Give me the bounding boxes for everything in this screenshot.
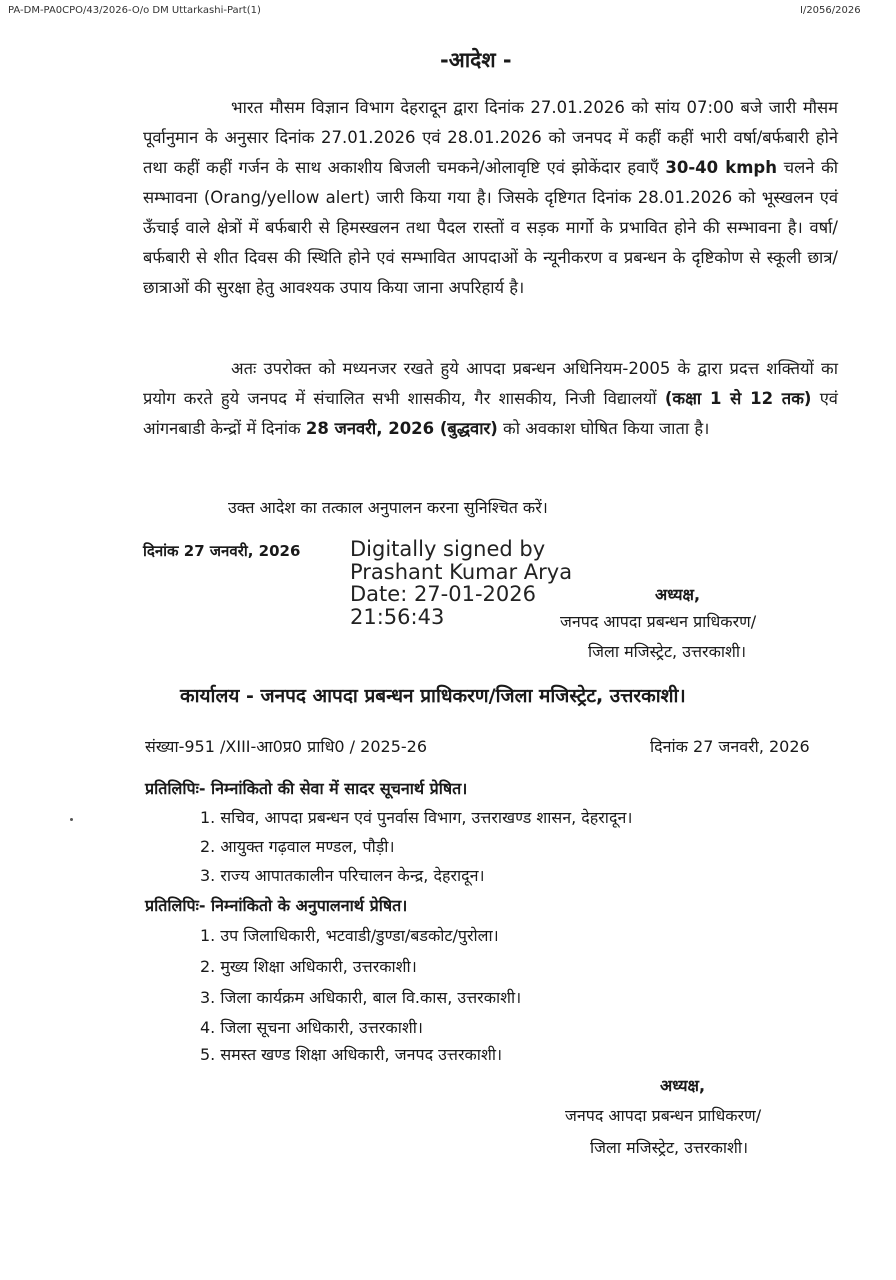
final-authority: जनपद आपदा प्रबन्धन प्राधिकरण/ [565, 1106, 762, 1125]
sig-line-4: 21:56:43 [350, 604, 445, 629]
compliance-line: उक्त आदेश का तत्काल अनुपालन करना सुनिश्चित करें। [228, 498, 548, 517]
serial-number: I/2056/2026 [800, 5, 861, 16]
copies-heading-2: प्रतिलिपिः- निम्नांकितो के अनुपालनार्थ प्रेषित। [145, 896, 408, 915]
list-item: 1. सचिव, आपदा प्रबन्धन एवं पुनर्वास विभाग, उत्तराखण्ड शासन, देहरादून। [200, 808, 633, 827]
sig-line-2: Prashant Kumar Arya [350, 559, 573, 584]
letter-number: संख्या-951 /XIII-आ0प्र0 प्राधि0 / 2025-26 [145, 737, 428, 756]
list-item: 2. आयुक्त गढ़वाल मण्डल, पौड़ी। [200, 837, 395, 856]
para2-start: अतः उपरोक्त को मध्यनजर रखते हुये आपदा प्रबन्धन अधिनियम-2005 के द्वारा प्रदत्त शक्तियों का प्रयोग करते हुये जनपद में संचालित सभी शासकीय, गैर शासकीय, निजी विद्यालयों [143, 359, 838, 408]
para2-end: को अवकाश घोषित किया जाता है। [503, 419, 710, 438]
class-range: (कक्षा 1 से 12 तक) [664, 389, 812, 408]
list-item: 2. मुख्य शिक्षा अधिकारी, उत्तरकाशी। [200, 957, 417, 976]
list-item: 4. जिला सूचना अधिकारी, उत्तरकाशी। [200, 1018, 423, 1037]
list-item: 1. उप जिलाधिकारी, भटवाडी/डुण्डा/बडकोट/पुरोला। [200, 926, 499, 945]
reference-number: PA-DM-PA0CPO/43/2026-O/o DM Uttarkashi-Part(1) [8, 5, 261, 16]
sig-magistrate: जिला मजिस्ट्रेट, उत्तरकाशी। [588, 642, 747, 661]
para1-text: भारत मौसम विज्ञान विभाग देहरादून द्वारा दिनांक 27.01.2026 को सांय 07:00 बजे जारी मौसम पूर्वानुमान के अनुसार दिनांक 27.01.2026 एवं 28.01.2026 को जनपद में कहीं कहीं भारी वर्षा/बर्फबारी होने तथा कहीं कहीं गर्जन के साथ अकाशीय बिजली चमकने/ओलावृष्टि एवं झोकेंदार हवाएँ [143, 98, 838, 177]
order-date: दिनांक 27 जनवरी, 2026 [143, 542, 301, 560]
list-item: 3. राज्य आपातकालीन परिचालन केन्द्र, देहरादून। [200, 866, 485, 885]
sig-line-3: Date: 27-01-2026 [350, 582, 536, 606]
digital-signature [350, 538, 572, 628]
letter-date: दिनांक 27 जनवरी, 2026 [650, 737, 810, 756]
list-item: 5. समस्त खण्ड शिक्षा अधिकारी, जनपद उत्तरकाशी। [200, 1045, 503, 1064]
holiday-date: 28 जनवरी, 2026 (बुद्धवार) [305, 419, 498, 438]
wind-speed: 30-40 kmph [665, 158, 777, 177]
order-paragraph-2 [143, 354, 838, 444]
order-paragraph-1 [143, 93, 838, 303]
para2-mid: एवं आंगनबाडी केन्द्रों में दिनांक [143, 389, 838, 438]
para1-rest: चलने की सम्भावना (Orang/yellow alert) जारी किया गया है। जिसके दृष्टिगत दिनांक 28.01.2026 को भूस्खलन एवं ऊँचाई वाले क्षेत्रों में बर्फबारी से हिमस्खलन तथा पैदल रास्तों व सड़क मार्गो के प्रभावित होने की सम्भावना है। वर्षा/बर्फबारी से शीत दिवस की स्थिति होने एवं सम्भावित आपदाओं के न्यूनीकरण व प्रबन्धन के दृष्टिकोण से स्कूली छात्र/छात्राओं की सुरक्षा हेतु आवश्यक उपाय किया जाना अपरिहार्य है। [143, 158, 839, 297]
sig-authority: जनपद आपदा प्रबन्धन प्राधिकरण/ [560, 612, 757, 631]
final-designation: अध्यक्ष, [660, 1076, 706, 1095]
sig-designation: अध्यक्ष, [655, 585, 701, 604]
scan-speck [70, 818, 73, 821]
sig-line-1: Digitally signed by [350, 537, 546, 561]
order-title: -आदेश - [440, 48, 512, 72]
office-heading: कार्यालय - जनपद आपदा प्रबन्धन प्राधिकरण/जिला मजिस्ट्रेट, उत्तरकाशी। [180, 685, 686, 707]
final-magistrate: जिला मजिस्ट्रेट, उत्तरकाशी। [590, 1138, 749, 1157]
copies-heading-1: प्रतिलिपिः- निम्नांकितो की सेवा में सादर सूचनार्थ प्रेषित। [145, 779, 468, 798]
list-item: 3. जिला कार्यक्रम अधिकारी, बाल वि.कास, उत्तरकाशी। [200, 988, 522, 1007]
